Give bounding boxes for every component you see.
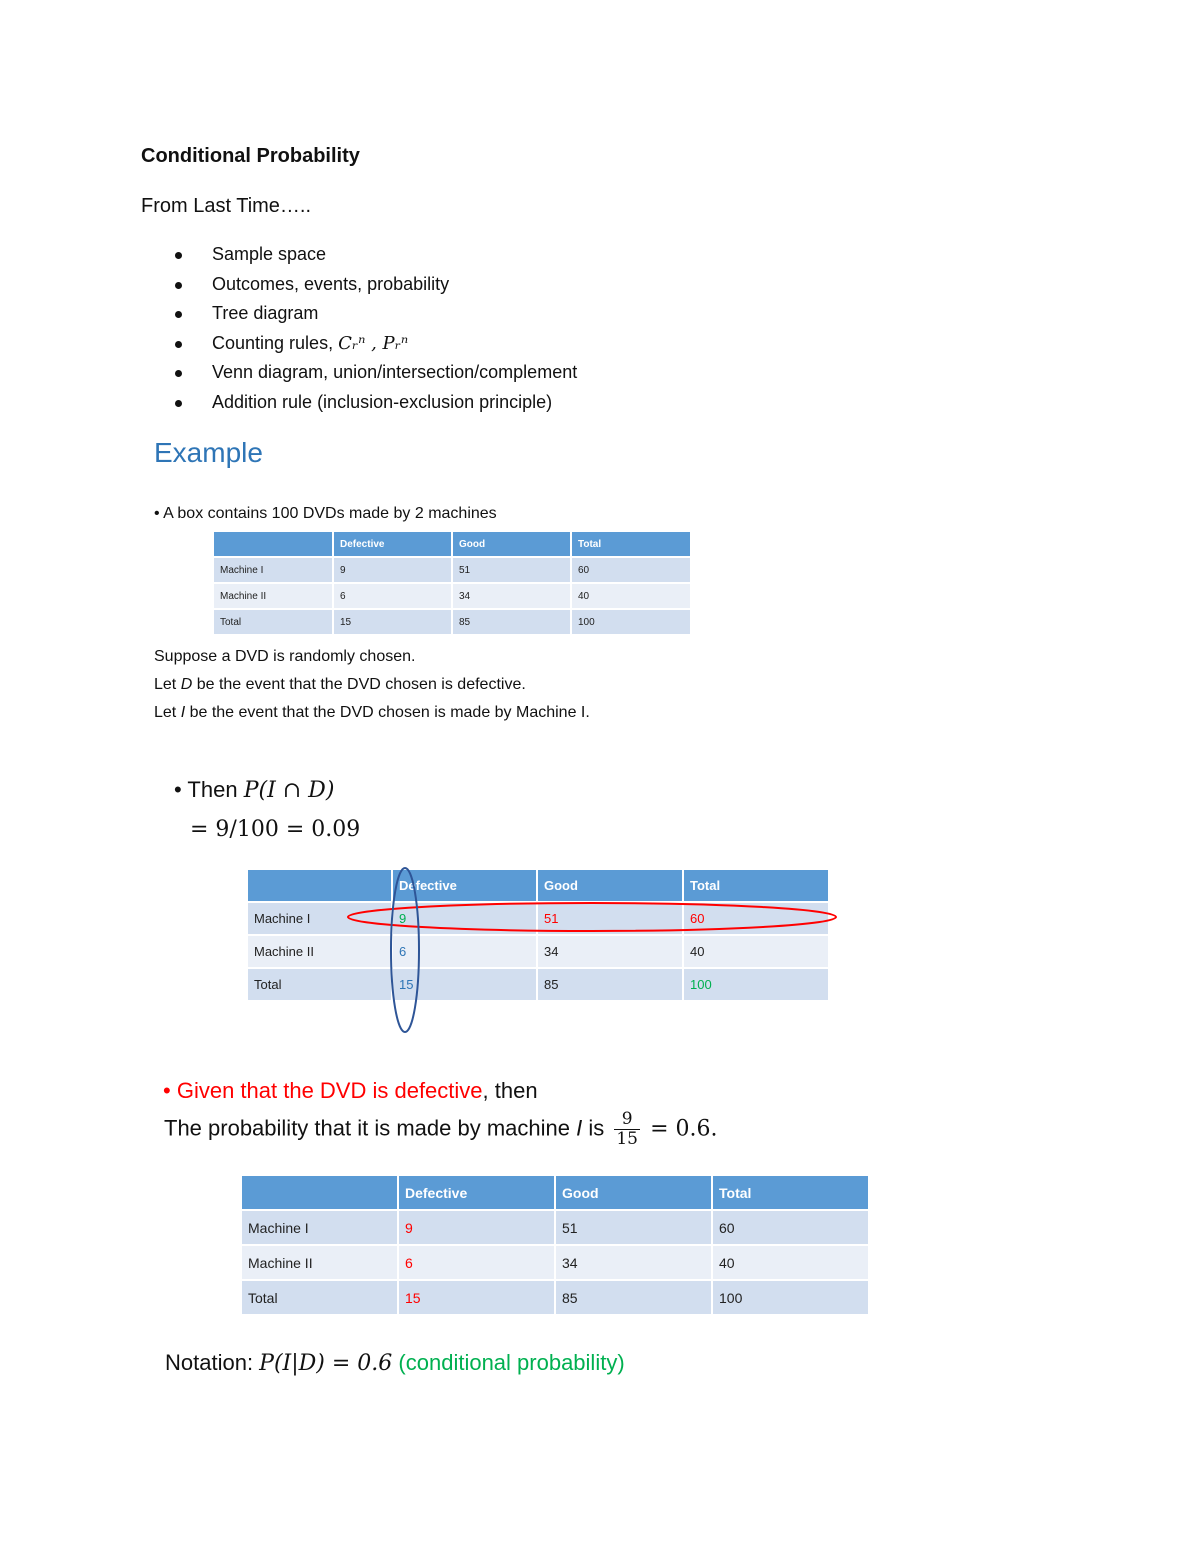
- fraction: $\frac{9}{15}$: [616, 1109, 638, 1149]
- table-row: Total 15 85 100: [241, 1280, 869, 1315]
- list-item: Addition rule (inclusion-exclusion principle): [172, 388, 577, 418]
- list-item: Venn diagram, union/intersection/complement: [172, 358, 577, 388]
- list-item: Counting rules, Cᵣⁿ , Pᵣⁿ: [172, 329, 577, 359]
- list-item: Sample space: [172, 240, 577, 270]
- table-header-row: Defective Good Total: [241, 1175, 869, 1210]
- table-row: Total 15 85 100: [213, 609, 691, 635]
- list-item: Tree diagram: [172, 299, 577, 329]
- table-row: Machine II 6 34 40: [241, 1245, 869, 1280]
- table-header-row: Defective Good Total: [213, 531, 691, 557]
- text-line: Suppose a DVD is randomly chosen.: [154, 648, 416, 665]
- text-line: Let I be the event that the DVD chosen is made by Machine I.: [154, 704, 590, 721]
- list-item: Outcomes, events, probability: [172, 270, 577, 300]
- intersection-line: • Then P(I ∩ D): [174, 777, 335, 803]
- table-row: Total 15 85 100: [247, 968, 829, 1001]
- example-title: Example: [154, 437, 263, 468]
- section-subtitle: From Last Time…..: [141, 195, 312, 217]
- dvd-table-defective: [240, 1174, 870, 1316]
- recap-list: [172, 240, 577, 418]
- example-intro: • A box contains 100 DVDs made by 2 machines: [154, 505, 497, 522]
- table-row: Machine II 6 34 40: [247, 935, 829, 968]
- table-row: Machine I 9 51 60: [213, 557, 691, 583]
- table-row: Machine I 9 51 60: [241, 1210, 869, 1245]
- text-line: Let D be the event that the DVD chosen is defective.: [154, 676, 526, 693]
- page-title: Conditional Probability: [141, 145, 360, 167]
- dvd-table: [212, 530, 692, 636]
- table-row: Machine I 9 51 60: [247, 902, 829, 935]
- table-row: Machine II 6 34 40: [213, 583, 691, 609]
- table-header-row: Defective Good Total: [247, 869, 829, 902]
- notation-line: Notation: P(I|D) = 0.6 (conditional probability): [165, 1350, 625, 1376]
- given-probability-line: The probability that it is made by machine I is $\frac{9}{15}$ = 0.6.: [164, 1109, 718, 1149]
- intersection-result: = 9/100 = 0.09: [190, 817, 361, 842]
- dvd-table-highlighted: [246, 868, 830, 1002]
- given-line: • Given that the DVD is defective, then: [163, 1078, 538, 1103]
- counting-formula: Cᵣⁿ , Pᵣⁿ: [338, 332, 409, 354]
